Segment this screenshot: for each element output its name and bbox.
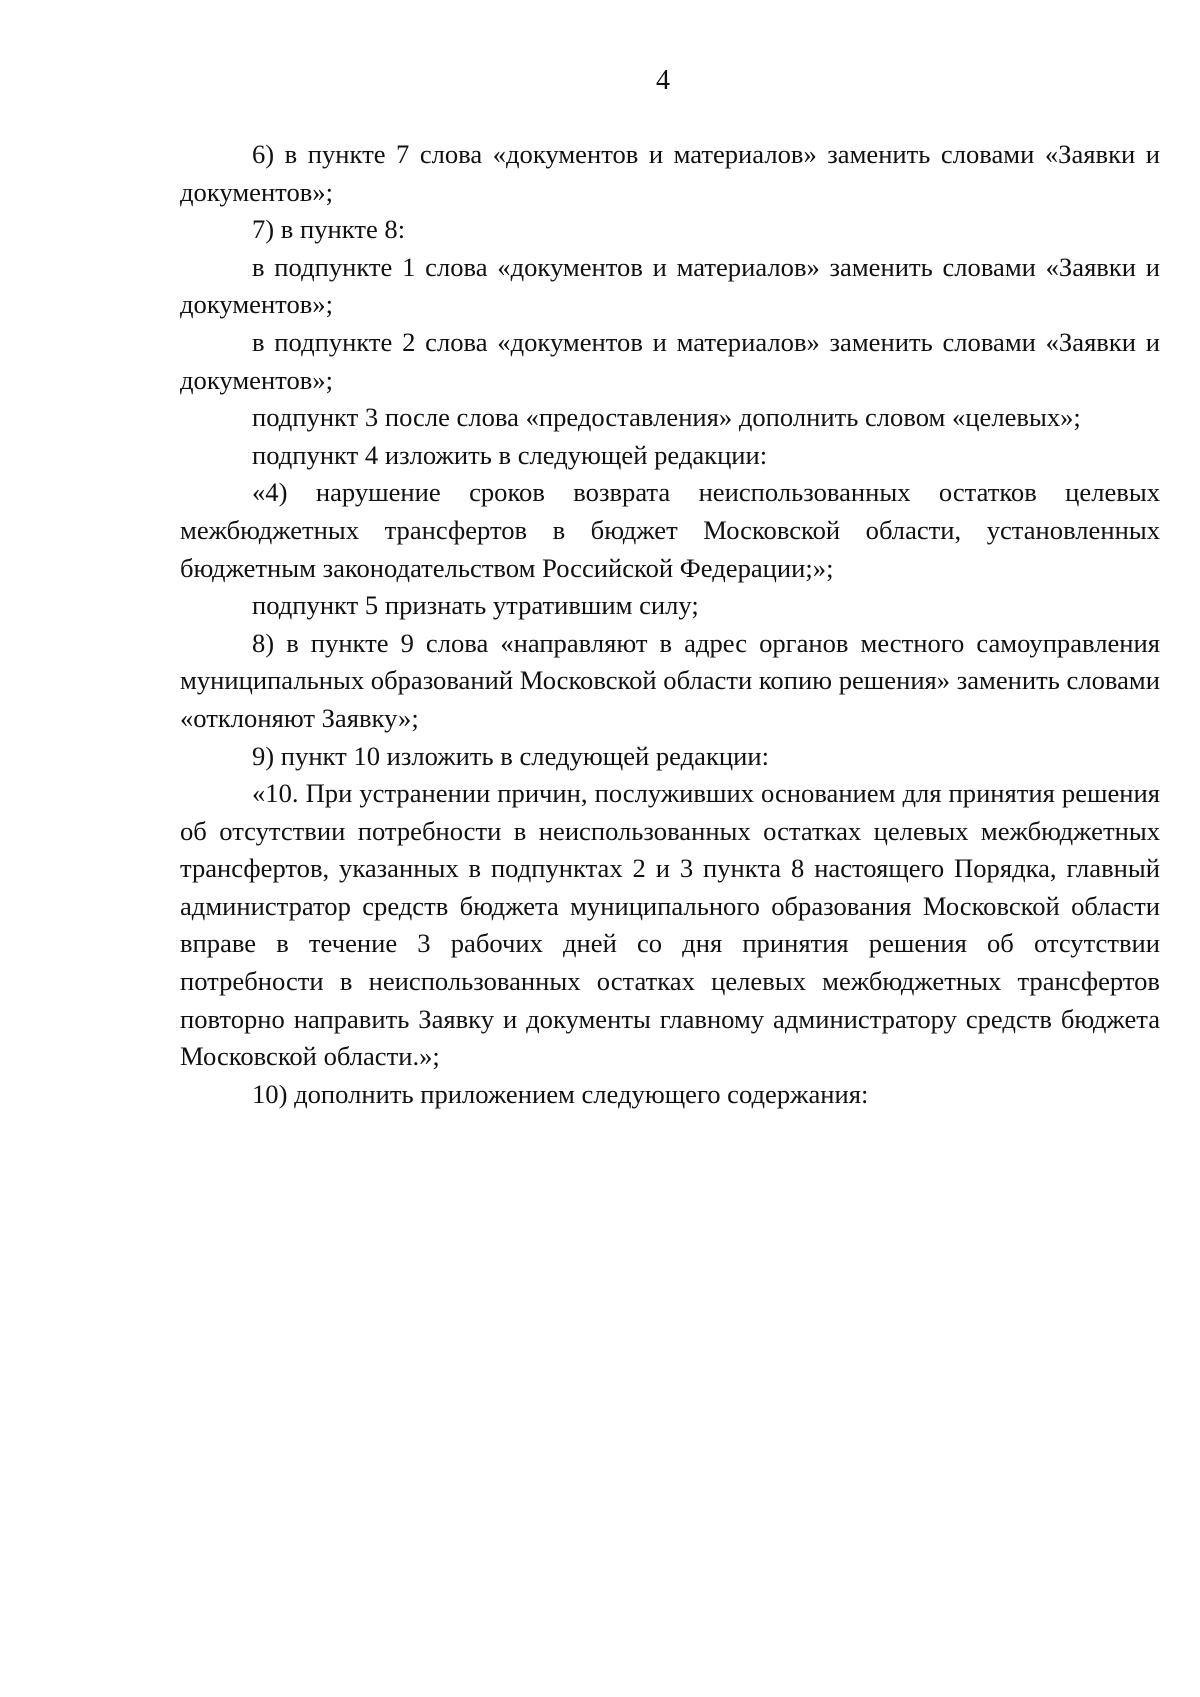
paragraph: 8) в пункте 9 слова «направляют в адрес органов местного самоуправления муниципальных образований Московской области копию решения» заменить словами «отклоняют Заявку»; xyxy=(180,627,1160,733)
paragraph: 7) в пункте 8: xyxy=(252,214,406,245)
paragraph: «10. При устранении причин, послуживших основанием для принятия решения об отсутствии потребности в неиспользованных остатках целевых межбюджетных трансфертов, указанных в подпунктах 2 и 3 пункта 8 настоящего Порядка, главный администратор средств бюджета муниципального образования Московской области вправе в течение 3 рабочих дней со дня принятия решения об отсутствии потребности в неиспользованных остатках целевых межбюджетных трансфертов повторно направить Заявку и документы главному администратору средств бюджета Московской области.»; xyxy=(180,778,1160,1072)
paragraph: «4) нарушение сроков возврата неиспользованных остатков целевых межбюджетных трансфертов в бюджет Московской области, установленных бюджетным законодательством Российской Федерации;»; xyxy=(180,477,1160,583)
paragraph: в подпункте 1 слова «документов и материалов» заменить словами «Заявки и документов»; xyxy=(180,251,1160,320)
paragraph: 6) в пункте 7 слова «документов и материалов» заменить словами «Заявки и документов»; xyxy=(180,139,1160,207)
document-body xyxy=(180,136,1160,1113)
paragraph: подпункт 4 изложить в следующей редакции: xyxy=(252,439,768,470)
paragraph: 10) дополнить приложением следующего содержания: xyxy=(252,1078,869,1109)
paragraph: в подпункте 2 слова «документов и материалов» заменить словами «Заявки и документов»; xyxy=(180,326,1160,395)
paragraph: подпункт 3 после слова «предоставления» дополнить словом «целевых»; xyxy=(252,402,1081,433)
page-number: 4 xyxy=(656,65,670,96)
paragraph: 9) пункт 10 изложить в следующей редакции: xyxy=(252,740,769,771)
paragraph: подпункт 5 признать утратившим силу; xyxy=(252,590,699,621)
